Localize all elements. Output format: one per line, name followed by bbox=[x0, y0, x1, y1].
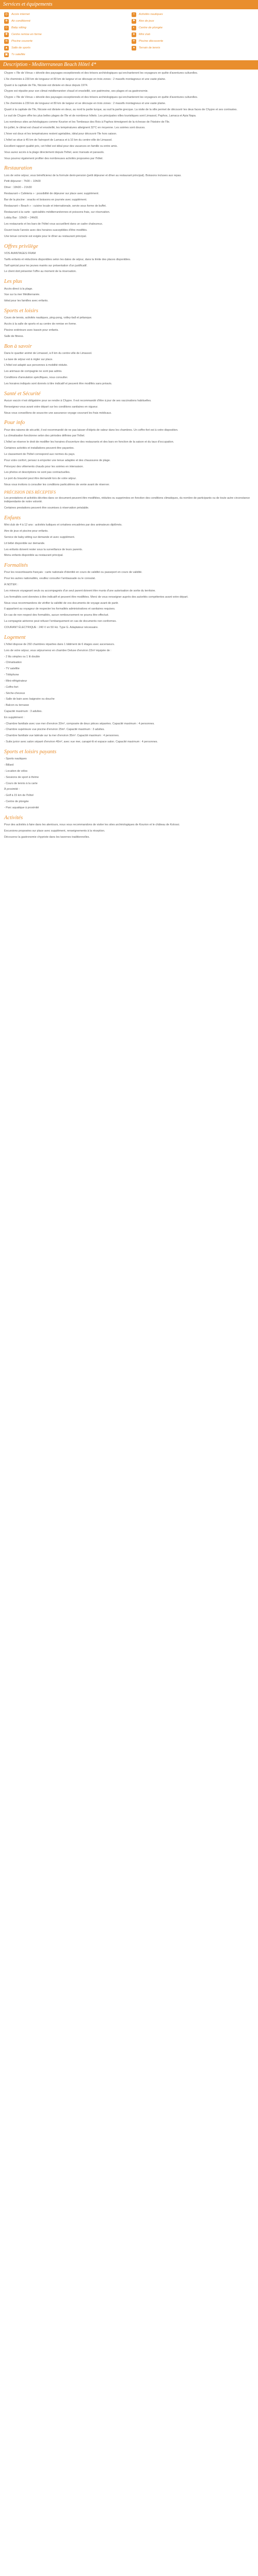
section-jeux bbox=[4, 278, 254, 303]
paragraph: - Sèche-cheveux bbox=[4, 691, 25, 695]
services-grid bbox=[0, 9, 258, 60]
section-title: Enfants bbox=[4, 515, 21, 521]
page bbox=[0, 0, 258, 845]
indoor-pool-icon: ≋ bbox=[5, 40, 8, 43]
main-content bbox=[0, 70, 258, 845]
paragraph: Tarifs enfants et réductions disponibles selon les dates de séjour, dans la limite des places disponibles. bbox=[4, 258, 131, 261]
service-label: Air conditionné bbox=[11, 20, 31, 23]
section-sports bbox=[4, 307, 254, 339]
section-title: Logement bbox=[4, 634, 26, 640]
paragraph: L'hôtel se réserve le droit de modifier les horaires d'ouverture des restaurants et des bars en fonction de la saison et du taux d'occupation. bbox=[4, 440, 174, 444]
paragraph: À proximité : bbox=[4, 788, 20, 791]
section-title: Les plus bbox=[4, 279, 22, 285]
fitness-icon: ✚ bbox=[5, 33, 8, 37]
section-description bbox=[4, 72, 254, 161]
paragraph: - Chambre familiale vue latérale sur la mer d'environ 35m². Capacité maximum : 4 personnes. bbox=[4, 734, 120, 738]
paragraph: Accès direct à la plage. bbox=[4, 287, 33, 291]
service-label: Piscine couverte bbox=[11, 40, 33, 43]
paragraph: Excursions proposées sur place avec supplément, renseignements à la réception. bbox=[4, 829, 105, 833]
paragraph: Certaines prestations peuvent être soumises à réservation préalable. bbox=[4, 506, 89, 510]
paragraph: Piscine extérieure avec bassin pour enfants. bbox=[4, 328, 59, 332]
paragraph: L'hôtel est adapté aux personnes à mobilité réduite. bbox=[4, 364, 68, 367]
paragraph: Pour des activités à faire dans les alentours, nous vous recommandons de visiter les sites archéologiques de Kourion et le château de Kolossi. bbox=[4, 823, 180, 826]
paragraph: - Climatisation bbox=[4, 661, 22, 665]
section-offres bbox=[4, 243, 254, 275]
paragraph: Le port du bracelet peut être demandé lors de votre séjour. bbox=[4, 477, 77, 481]
section-sportsloisirs bbox=[4, 748, 254, 810]
paragraph: Aucun vaccin n'est obligatoire pour se rendre à Chypre. Il est recommandé d'être à jour de ses vaccinations habituelles. bbox=[4, 399, 152, 402]
paragraph: Aire de jeux et piscine pour enfants. bbox=[4, 530, 49, 533]
service-item bbox=[132, 11, 254, 18]
paragraph: En juillet, le climat est chaud et ensoleillé, les températures atteignent 32°C en moyenne. Les soirées sont douces. bbox=[4, 126, 146, 130]
section-sante bbox=[4, 390, 254, 416]
paragraph: À NOTER : bbox=[4, 583, 18, 587]
paragraph: Vous aurez accès à la plage directement depuis l'hôtel, avec transats et parasols. bbox=[4, 150, 105, 154]
paragraph: Quant à la capitale de l'île, Nicosie est divisée en deux depuis 1974. bbox=[4, 83, 88, 87]
paragraph: Salle de fitness. bbox=[4, 334, 24, 338]
paragraph: Mini club de 4 à 12 ans : activités ludiques et créatives encadrées par des animateurs diplômés. bbox=[4, 523, 122, 527]
service-label: Terrain de tennis bbox=[139, 46, 160, 50]
section-courant bbox=[4, 626, 254, 630]
section-bonasavoir bbox=[4, 343, 254, 386]
paragraph: L'hiver est doux et les températures restent agréables, idéal pour découvrir l'île hors saison. bbox=[4, 132, 117, 136]
paragraph: Pour les autres nationalités, veuillez consulter l'ambassade ou le consulat. bbox=[4, 577, 96, 581]
paragraph: Lit bébé disponible sur demande. bbox=[4, 541, 45, 545]
paragraph: Lors de votre séjour, vous bénéficierez de la formule demi-pension (petit déjeuner et dîner au restaurant principal). Boissons incluses aux repas. bbox=[4, 174, 182, 177]
paragraph: Quant à la capitale de l'île, Nicosie est divisée en deux, au nord la partie turque, au sud la partie grecque. La visite de la ville permet de découvrir les deux faces de Chypre et ses contrastes. bbox=[4, 108, 238, 111]
section-title: Offres privilège bbox=[4, 243, 38, 249]
section-title: Formalités bbox=[4, 563, 28, 569]
service-item bbox=[4, 45, 126, 52]
section-formalites bbox=[4, 562, 254, 624]
gym-icon: ▲ bbox=[5, 46, 8, 50]
paragraph: Restaurant à la carte : spécialités méditerranéennes et poissons frais, sur réservation. bbox=[4, 210, 110, 214]
paragraph: VOS AVANTAGES FRAM bbox=[4, 251, 36, 255]
service-item bbox=[132, 45, 254, 52]
service-item bbox=[132, 25, 254, 31]
paragraph: Lors de votre séjour, vous séjournerez en chambre Deluxe d'environ 22m² équipée de : bbox=[4, 649, 111, 652]
service-item bbox=[132, 38, 254, 45]
description-header: Description - Mediterranean Beach Hôtel 4* bbox=[0, 60, 258, 70]
paragraph: - TV satellite bbox=[4, 667, 20, 671]
diving-center-icon: ◐ bbox=[132, 26, 136, 30]
paragraph: Ouvert toute l'année avec des horaires susceptibles d'être modifiés. bbox=[4, 229, 88, 232]
paragraph: L'hôtel dispose de 292 chambres réparties dans 1 bâtiment de 6 étages avec ascenseurs. bbox=[4, 642, 115, 646]
paragraph: L'Ile cheminée à 230 km de longueur et 80 km de largeur et se découpe en trois zones : 2 massifs montagneux et une vaste plaine. bbox=[4, 77, 166, 81]
paragraph: Tarif spécial pour les jeunes mariés sur présentation d'un justificatif. bbox=[4, 264, 88, 267]
service-label: Mini club bbox=[139, 33, 151, 37]
paragraph: Bar de la piscine : snacks et boissons en journée avec supplément. bbox=[4, 198, 87, 201]
paragraph: Le client doit présenter l'offre au moment de la réservation. bbox=[4, 270, 77, 274]
service-item bbox=[4, 31, 126, 38]
paragraph: Capacité maximum : 3 adultes. bbox=[4, 710, 43, 713]
paragraph: - Golf à 15 km de l'hôtel bbox=[4, 794, 34, 798]
paragraph: La compagnie aérienne peut refuser l'embarquement en cas de documents non conformes. bbox=[4, 620, 117, 623]
service-label: Tv satellite bbox=[11, 53, 25, 57]
paragraph: - Salle de bain avec baignoire ou douche bbox=[4, 698, 55, 701]
paragraph: Chypre « l'Ile de Vénus » dévoile des paysages exceptionnels et des trésors archéologiques qui enchanteront les voyageurs en quête d'aventures culturelles. bbox=[4, 72, 198, 75]
paragraph: - Cours de tennis à la carte bbox=[4, 782, 38, 785]
section-title: Activités bbox=[4, 815, 23, 821]
service-label: Salle de sports bbox=[11, 46, 31, 50]
water-activities-icon: ≈ bbox=[132, 12, 136, 17]
paragraph: Accès à la salle de sports et au centre de remise en forme. bbox=[4, 323, 77, 326]
paragraph: Nous vous invitons à consulter les conditions particulières de vente avant de réserver. bbox=[4, 483, 110, 487]
paragraph: Service de baby-sitting sur demande et avec supplément. bbox=[4, 535, 75, 539]
section-pourinfo bbox=[4, 419, 254, 487]
service-item bbox=[132, 31, 254, 38]
paragraph: - Téléphone bbox=[4, 673, 19, 677]
paragraph: Restaurant « Cafeteria » : possibilité de déjeuner sur place avec supplément. bbox=[4, 192, 99, 196]
paragraph: Nous vous conseillons de souscrire une assurance voyage couvrant les frais médicaux. bbox=[4, 411, 112, 415]
services-header: Services et équipements bbox=[0, 0, 258, 9]
paragraph: En supplément : bbox=[4, 716, 24, 719]
section-restauration bbox=[4, 164, 254, 239]
service-item bbox=[4, 25, 126, 31]
service-item bbox=[4, 38, 126, 45]
paragraph: La taxe de séjour est à régler sur place. bbox=[4, 358, 53, 361]
wifi-icon: ◎ bbox=[5, 13, 8, 16]
paragraph: Les mineurs voyageant seuls ou accompagnés d'un seul parent doivent être munis d'une autorisation de sortie du territoire. bbox=[4, 589, 156, 592]
service-label: Baby sitting bbox=[11, 26, 26, 30]
service-item bbox=[132, 18, 254, 25]
paragraph: - Billard bbox=[4, 764, 14, 767]
paragraph: - Coffre-fort bbox=[4, 685, 19, 689]
service-label: Activités nautiques bbox=[139, 13, 163, 16]
service-item bbox=[4, 11, 126, 18]
paragraph: Les enfants doivent rester sous la surveillance de leurs parents. bbox=[4, 548, 83, 551]
paragraph: Les nombreux sites archéologiques comme Kourion et les Tombeaux des Rois à Paphos témoignent de la richesse de l'histoire de l'île. bbox=[4, 120, 170, 124]
mini-club-icon: ★ bbox=[132, 33, 136, 37]
baby-sitting-icon: ☺ bbox=[5, 26, 8, 30]
tennis-court-icon: ● bbox=[132, 46, 136, 50]
paragraph: Les photos et descriptions ne sont pas contractuelles. bbox=[4, 471, 71, 474]
paragraph: Pour des raisons de sécurité, il est recommandé de ne pas laisser d'objets de valeur dans les chambres. Un coffre-fort est à votre disposition. bbox=[4, 428, 179, 432]
paragraph: - Suite junior avec salon séparé d'environ 40m², avec vue mer, canapé-lit et espace salon. Capacité maximum : 4 personnes. bbox=[4, 740, 158, 744]
section-title: Sports et loisirs bbox=[4, 308, 38, 314]
paragraph: Découvrez la gastronomie chypriote dans les tavernes traditionnelles. bbox=[4, 835, 90, 839]
paragraph: Lobby Bar : 10h00 – 24h00. bbox=[4, 216, 39, 220]
paragraph: Petit déjeuner : 7h00 – 10h00 bbox=[4, 180, 41, 183]
section-title: Sports et loisirs payants bbox=[4, 749, 57, 755]
paragraph: Conditions d'annulation spécifiques, nous consulter. bbox=[4, 376, 68, 380]
paragraph: Menu enfants disponible au restaurant principal. bbox=[4, 554, 63, 557]
paragraph: Les formalités sont données à titre indicatif et peuvent être modifiées. Merci de vous renseigner auprès des autorités compétentes avant votre départ. bbox=[4, 595, 188, 599]
service-label: Accès internet bbox=[11, 13, 30, 16]
paragraph: Pour votre confort, pensez à emporter une tenue adaptée et des chaussures de plage. bbox=[4, 459, 111, 462]
service-label: Piscine découverte bbox=[139, 40, 164, 43]
section-precisions bbox=[4, 489, 254, 511]
paragraph: Les animaux de compagnie ne sont pas admis. bbox=[4, 370, 62, 374]
paragraph: - Sessions de sport à thème bbox=[4, 775, 39, 779]
paragraph: Les horaires indiqués sont donnés à titre indicatif et peuvent être modifiés sans préavis. bbox=[4, 382, 112, 385]
paragraph: - Parc aquatique à proximité bbox=[4, 806, 39, 809]
paragraph: COURANT ÉLECTRIQUE : 240 V en 50 Hz. Type G. Adaptateur nécessaire. bbox=[4, 625, 99, 629]
paragraph: Vue sur la mer Méditerranée. bbox=[4, 293, 40, 297]
paragraph: Prévoyez des vêtements chauds pour les soirées en intersaison. bbox=[4, 465, 84, 468]
paragraph: Vous pourrez également profiter des nombreuses activités proposées par l'hôtel. bbox=[4, 157, 103, 160]
paragraph: Dîner : 19h00 – 21h30 bbox=[4, 186, 32, 190]
service-item bbox=[4, 18, 126, 25]
paragraph: Les prestations et activités décrites dans ce document peuvent être modifiées, réduites ou supprimées en fonction des conditions climatiques, du nombre de participants ou de toute autre circonstance indépendante de notre volonté. bbox=[4, 496, 250, 504]
section-title: PRÉCISION DES RÉCEPTIFS bbox=[4, 489, 56, 495]
section-logement bbox=[4, 634, 254, 744]
section-enfants bbox=[4, 514, 254, 558]
air-conditioning-icon: ❄ bbox=[5, 20, 8, 23]
paragraph: Nous vous recommandons de vérifier la validité de vos documents de voyage avant de partir. bbox=[4, 601, 119, 605]
paragraph: Excellent rapport qualité prix, cet hôtel est idéal pour des vacances en famille ou entre amis. bbox=[4, 144, 118, 148]
paragraph: L'Ile cheminée à 230 km de longueur et 80 km de largeur et se découpe en trois zones : 2 massifs montagneux et une vaste plaine. bbox=[4, 102, 166, 106]
paragraph: - Sports nautiques bbox=[4, 757, 27, 761]
paragraph: - Balcon ou terrasse bbox=[4, 704, 29, 707]
paragraph: - Centre de plongée bbox=[4, 800, 29, 803]
paragraph: Le sud de Chypre offre les plus belles plages de l'île et de nombreux hôtels. Les principales villes touristiques sont Limassol, Paphos, Larnaca et Ayia Napa. bbox=[4, 114, 197, 117]
paragraph: Idéal pour les familles avec enfants. bbox=[4, 299, 49, 303]
outdoor-pool-icon: ☀ bbox=[132, 40, 136, 43]
service-label: Centre de plongée bbox=[139, 26, 163, 30]
paragraph: Dans le quartier animé de Limassol, à 8 km du centre-ville de Limassol. bbox=[4, 351, 92, 355]
service-label: Aire de jeux bbox=[139, 20, 154, 23]
paragraph: Pour les ressortissants français : carte nationale d'identité en cours de validité ou passeport en cours de validité. bbox=[4, 571, 142, 574]
paragraph: Certaines activités et installations peuvent être payantes. bbox=[4, 447, 75, 450]
paragraph: L'hôtel se situe à 45 km de l'aéroport de Larnaca et à 10 km du centre-ville de Limassol. bbox=[4, 139, 112, 142]
paragraph: Chypre « l'Ile de Vénus » dévoile des paysages exceptionnels et des trésors archéologiques qui enchanteront les voyageurs en quête d'aventures culturelles. bbox=[4, 96, 198, 99]
paragraph: - Location de vélos bbox=[4, 769, 28, 773]
section-title: Santé et Sécurité bbox=[4, 391, 41, 397]
paragraph: Renseignez-vous avant votre départ sur les conditions sanitaires en vigueur. bbox=[4, 405, 99, 409]
paragraph: Cours de tennis, activités nautiques, ping-pong, volley-ball et pétanque. bbox=[4, 316, 92, 320]
section-title: Restauration bbox=[4, 165, 33, 172]
paragraph: Restaurant « Beach » : cuisine locale et internationale, servie sous forme de buffet. bbox=[4, 204, 107, 208]
paragraph: - Mini-réfrigérateur bbox=[4, 679, 27, 683]
paragraph: Une tenue correcte est exigée pour le dîner au restaurant principal. bbox=[4, 234, 87, 238]
section-title: Pour info bbox=[4, 420, 25, 426]
paragraph: En cas de non respect des formalités, aucun remboursement ne pourra être effectué. bbox=[4, 614, 109, 617]
service-label: Centre remise en forme bbox=[11, 33, 42, 37]
paragraph: - Chambre familiale avec vue mer d'environ 32m², composée de deux pièces séparées. Capacité maximum : 4 personnes. bbox=[4, 722, 155, 725]
paragraph: Les restaurants et les bars de l'hôtel vous accueillent dans un cadre chaleureux. bbox=[4, 223, 103, 226]
service-item bbox=[4, 52, 126, 58]
paragraph: La climatisation fonctionne selon des périodes définies par l'hôtel. bbox=[4, 434, 85, 438]
paragraph: Il appartient au voyageur de respecter les formalités administratives et sanitaires requises. bbox=[4, 607, 116, 611]
paragraph: - 2 lits simples ou 1 lit double bbox=[4, 655, 40, 658]
paragraph: Chypre est réputée pour son climat méditerranéen chaud et ensoleillé, son patrimoine, ses plages et sa gastronomie. bbox=[4, 90, 149, 93]
section-activites bbox=[4, 814, 254, 840]
playground-icon: ⚑ bbox=[132, 20, 136, 23]
satellite-tv-icon: ▣ bbox=[5, 53, 8, 57]
section-title: Bon à savoir bbox=[4, 343, 32, 349]
paragraph: - Chambre supérieure vue piscine d'environ 25m². Capacité maximum : 3 adultes. bbox=[4, 728, 105, 732]
paragraph: Le classement de l'hôtel correspond aux normes du pays. bbox=[4, 452, 75, 456]
